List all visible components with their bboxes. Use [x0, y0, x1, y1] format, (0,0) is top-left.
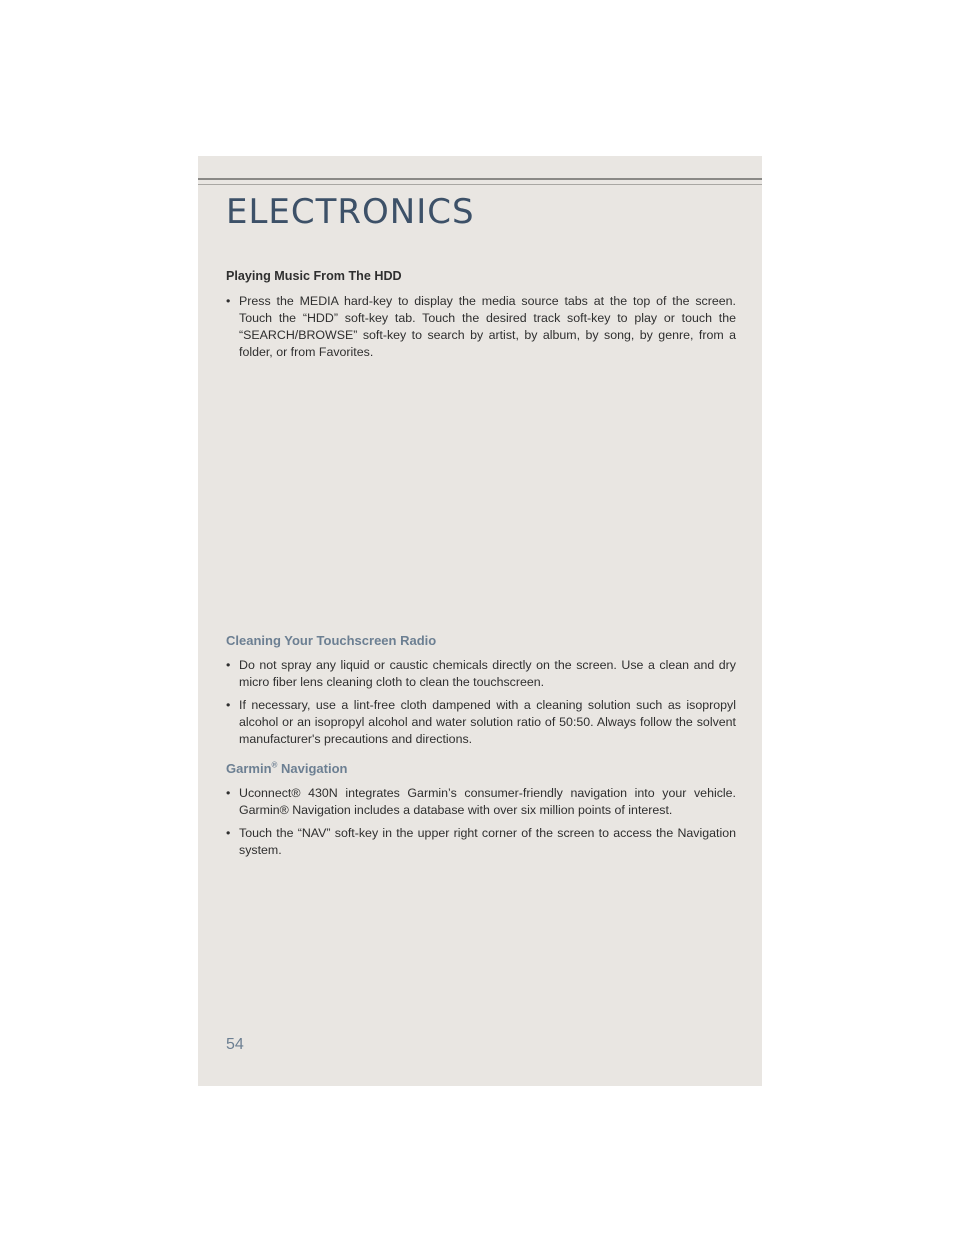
manual-page	[198, 156, 762, 1086]
page-number: 54	[226, 1036, 244, 1053]
bullet-glyph: •	[226, 698, 231, 712]
cleaning-and-navigation-section	[226, 632, 736, 865]
garmin-heading	[226, 760, 736, 777]
bullet-glyph: •	[226, 658, 231, 672]
list-item-text: Uconnect® 430N integrates Garmin’s consumer-friendly navigation into your vehicle. Garmin® Navigation includes a database with over six million points of interest.	[239, 786, 736, 817]
cleaning-bullet-list	[226, 657, 736, 748]
garmin-bullet-list	[226, 785, 736, 859]
list-item-text: Touch the “NAV” soft-key in the upper right corner of the screen to access the Navigation system.	[239, 826, 736, 857]
bullet-glyph: •	[226, 826, 231, 840]
cleaning-heading: Cleaning Your Touchscreen Radio	[226, 633, 437, 648]
garmin-heading-rest: Navigation	[277, 761, 348, 776]
garmin-heading-main: Garmin	[226, 761, 272, 776]
hdd-bullet-list	[226, 293, 736, 361]
bullet-glyph: •	[226, 786, 231, 800]
registered-mark: ®	[271, 760, 278, 770]
list-item	[226, 825, 736, 859]
hdd-section	[226, 268, 736, 367]
list-item	[226, 657, 736, 691]
header-rule-bottom	[198, 184, 762, 185]
list-item	[226, 697, 736, 748]
list-item	[226, 293, 736, 361]
bullet-glyph: •	[226, 294, 231, 308]
hdd-heading: Playing Music From The HDD	[226, 269, 402, 283]
list-item-text: Do not spray any liquid or caustic chemicals directly on the screen. Use a clean and dry micro fiber lens cleaning cloth to clean the touchscreen.	[239, 658, 736, 689]
list-item-text: If necessary, use a lint-free cloth dampened with a cleaning solution such as isopropyl alcohol or an isopropyl alcohol and water solution ratio of 50:50. Always follow the solvent manufacturer's precautions and directions.	[239, 698, 736, 746]
header-rule-top	[198, 178, 762, 180]
list-item-text: Press the MEDIA hard-key to display the media source tabs at the top of the screen. Touch the “HDD” soft-key tab. Touch the desired track soft-key to play or touch the “SEARCH/BROWSE” soft-key to search by artist, by album, by song, by genre, from a folder, or from Favorites.	[239, 294, 736, 359]
section-title: ELECTRONICS	[226, 192, 475, 232]
list-item	[226, 785, 736, 819]
